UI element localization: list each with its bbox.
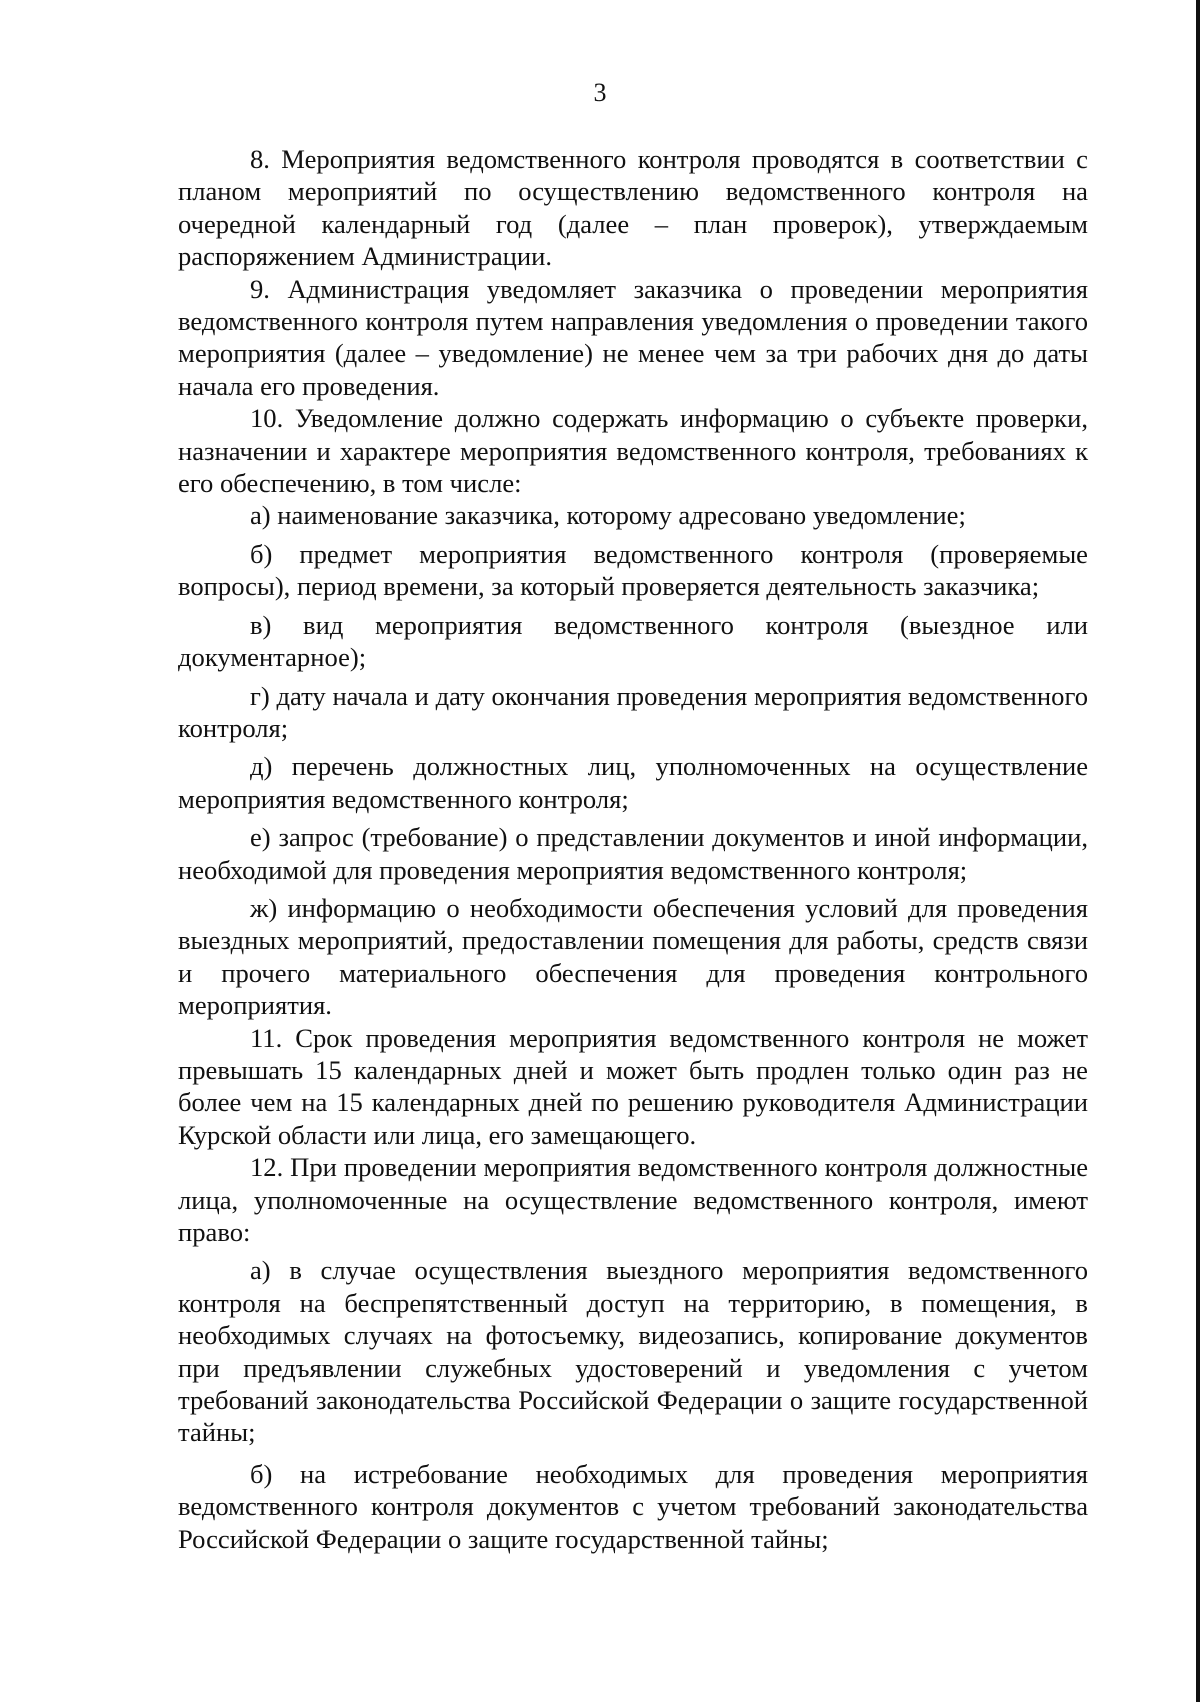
paragraph-10-item-e: е) запрос (требование) о представлении документов и иной информации, необходимой для проведения мероприятия ведомственного контроля; <box>178 822 1088 885</box>
paragraph-10-item-b: б) предмет мероприятия ведомственного контроля (проверяемые вопросы), период времени, за который проверяется деятельность заказчика; <box>178 538 1088 602</box>
paragraph-9: 9. Администрация уведомляет заказчика о проведении мероприятия ведомственного контроля путем направления уведомления о проведении такого мероприятия (далее – уведомление) не менее чем за три рабочих дня до даты начала его проведения. <box>178 273 1088 401</box>
paragraph-12-item-b: б) на истребование необходимых для проведения мероприятия ведомственного контроля документов с учетом требований законодательства Российской Федерации о защите государственной тайны; <box>178 1458 1088 1554</box>
paragraph-10: 10. Уведомление должно содержать информацию о субъекте проверки, назначении и характере мероприятия ведомственного контроля, требованиях к его обеспечению, в том числе: <box>178 403 1088 499</box>
paragraph-10-item-d: д) перечень должностных лиц, уполномоченных на осуществление мероприятия ведомственного контроля; <box>178 751 1088 814</box>
document-body <box>178 143 1088 1555</box>
paragraph-11: 11. Срок проведения мероприятия ведомственного контроля не может превышать 15 календарных дней и может быть продлен только один раз не более чем на 15 календарных дней по решению руководителя Администрации Курской области или лица, его замещающего. <box>178 1022 1088 1150</box>
paragraph-10-item-v: в) вид мероприятия ведомственного контроля (выездное или документарное); <box>178 609 1088 673</box>
paragraph-12-item-a: а) в случае осуществления выездного мероприятия ведомственного контроля на беспрепятственный доступ на территорию, в помещения, в необходимых случаях на фотосъемку, видеозапись, копирование документов при предъявлении служебных удостоверений и уведомления с учетом требований законодательства Российской Федерации о защите государственной тайны; <box>178 1255 1088 1448</box>
paragraph-10-item-zh: ж) информацию о необходимости обеспечения условий для проведения выездных мероприятий, предоставлении помещения для работы, средств связи и прочего материального обеспечения для проведения контрольного мероприятия. <box>178 892 1088 1021</box>
scan-edge <box>1196 0 1200 1702</box>
paragraph-12: 12. При проведении мероприятия ведомственного контроля должностные лица, уполномоченные на осуществление ведомственного контроля, имеют право: <box>178 1152 1088 1247</box>
page-number: 3 <box>593 78 607 107</box>
paragraph-10-item-a: а) наименование заказчика, которому адресовано уведомление; <box>250 500 966 531</box>
paragraph-10-item-g: г) дату начала и дату окончания проведения мероприятия ведомственного контроля; <box>178 680 1088 743</box>
paragraph-8: 8. Мероприятия ведомственного контроля проводятся в соответствии с планом мероприятий по осуществлению ведомственного контроля на очередной календарный год (далее – план проверок), утверждаемым распоряжением Администрации. <box>178 144 1088 272</box>
